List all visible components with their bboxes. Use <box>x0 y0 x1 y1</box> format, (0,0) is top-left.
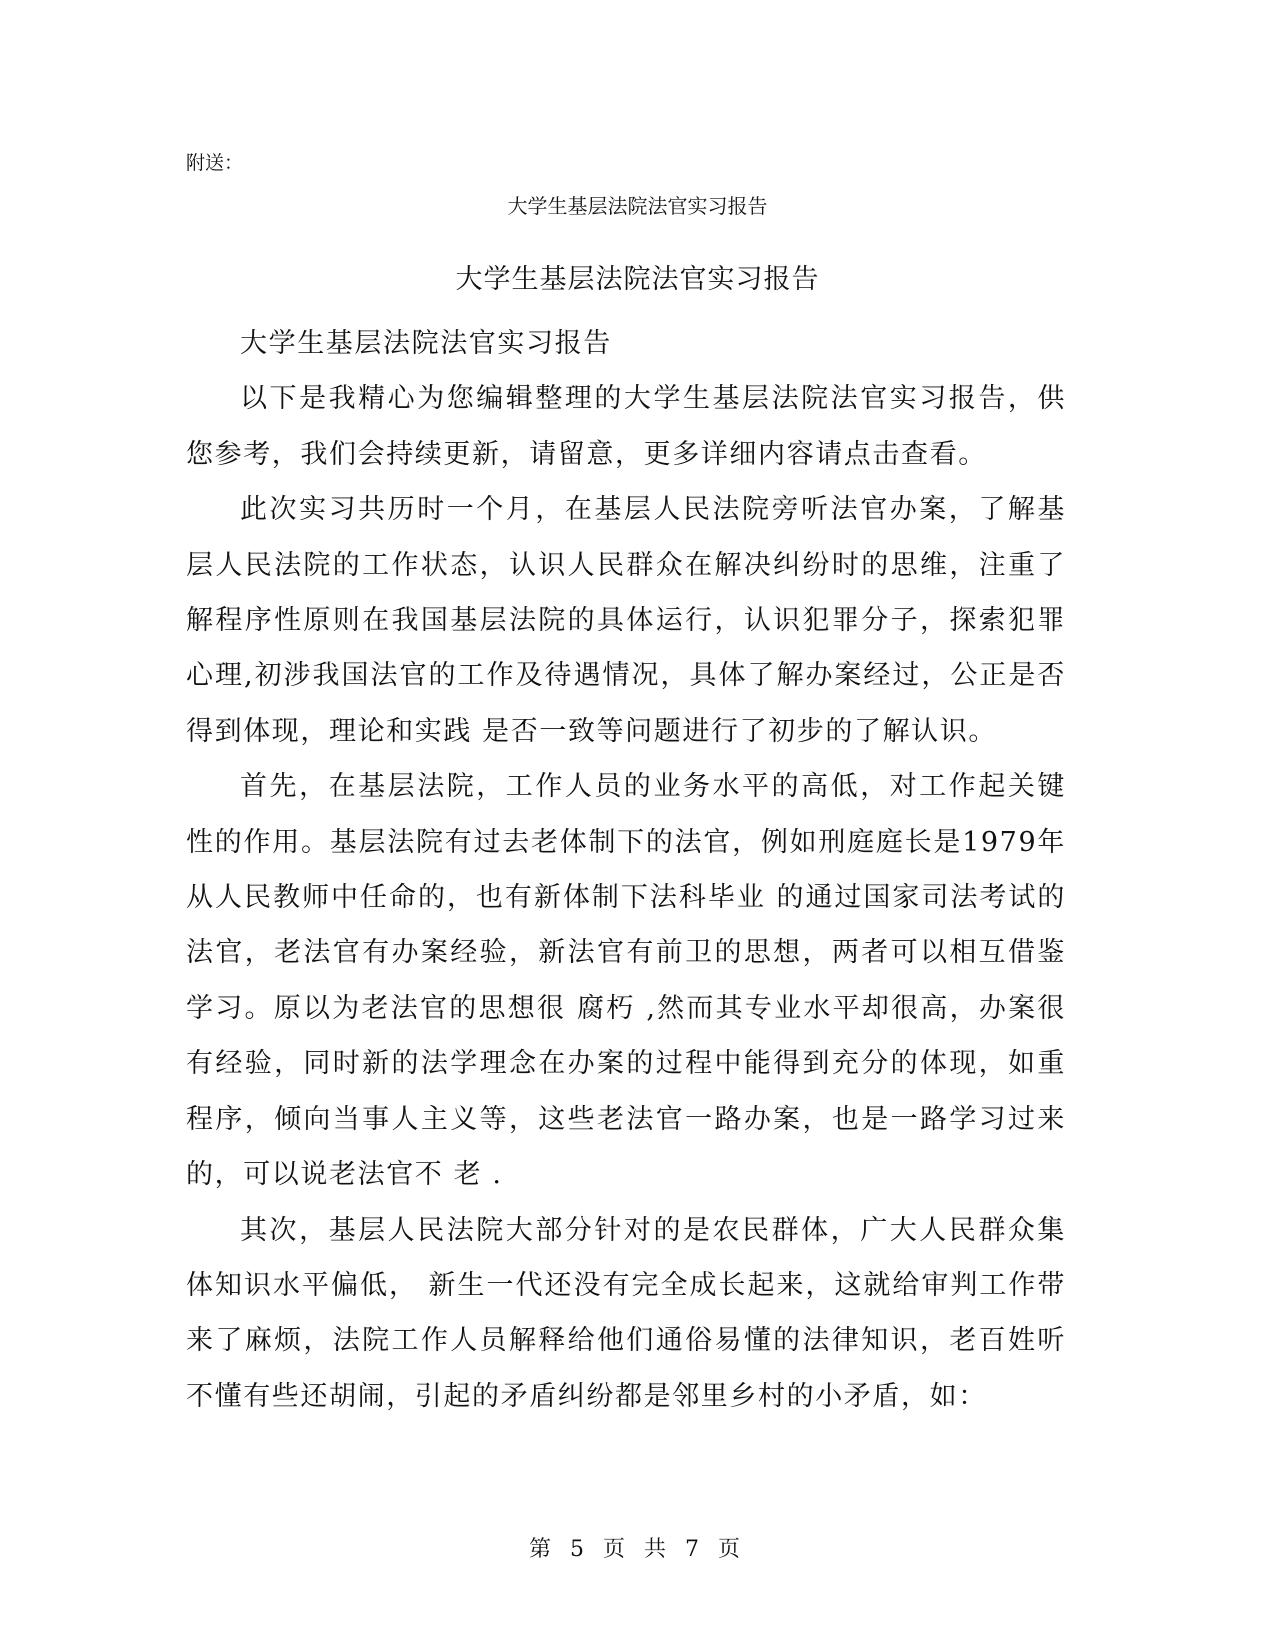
page-number-footer: 第 5 页 共 7 页 <box>529 1537 746 1562</box>
attachment-label: 附送： <box>186 152 244 174</box>
paragraph: 大学生基层法院法官实习报告 <box>240 328 612 359</box>
document-body <box>186 316 1066 1424</box>
paragraph: 首先，在基层法院，工作人员的业务水平的高低，对工作起关键性的作用。基层法院有过去老体制下的法官，例如刑庭庭长是1979年从人民教师中任命的，也有新体制下法科毕业 的通过国家司法考试的法官，老法官有办案经验，新法官有前卫的思想，两者可以相互借鉴学习。原以为老法官的思想很 腐朽 ,然而其专业水平却很高，办案很有经验，同时新的法学理念在办案的过程中能得到充分的体现，如重程序，倾向当事人主义等，这些老法官一路办案，也是一路学习过来的，可以说老法官不 老 . <box>186 771 1066 1191</box>
document-title: 大学生基层法院法官实习报告 <box>455 264 820 295</box>
paragraph: 其次，基层人民法院大部分针对的是农民群体，广大人民群众集体知识水平偏低， 新生一代还没有完全成长起来，这就给审判工作带来了麻烦，法院工作人员解释给他们通俗易懂的法律知识，老百姓听不懂有些还胡闹，引起的矛盾纠纷都是邻里乡村的小矛盾，如： <box>186 1214 1066 1412</box>
paragraph: 以下是我精心为您编辑整理的大学生基层法院法官实习报告，供您参考，我们会持续更新，请留意，更多详细内容请点击查看。 <box>186 383 1066 470</box>
document-subtitle: 大学生基层法院法官实习报告 <box>507 194 768 218</box>
paragraph: 此次实习共历时一个月，在基层人民法院旁听法官办案，了解基层人民法院的工作状态，认识人民群众在解决纠纷时的思维，注重了解程序性原则在我国基层法院的具体运行，认识犯罪分子，探索犯罪心理,初涉我国法官的工作及待遇情况，具体了解办案经过，公正是否得到体现，理论和实践 是否一致等问题进行了初步的了解认识。 <box>186 494 1066 747</box>
